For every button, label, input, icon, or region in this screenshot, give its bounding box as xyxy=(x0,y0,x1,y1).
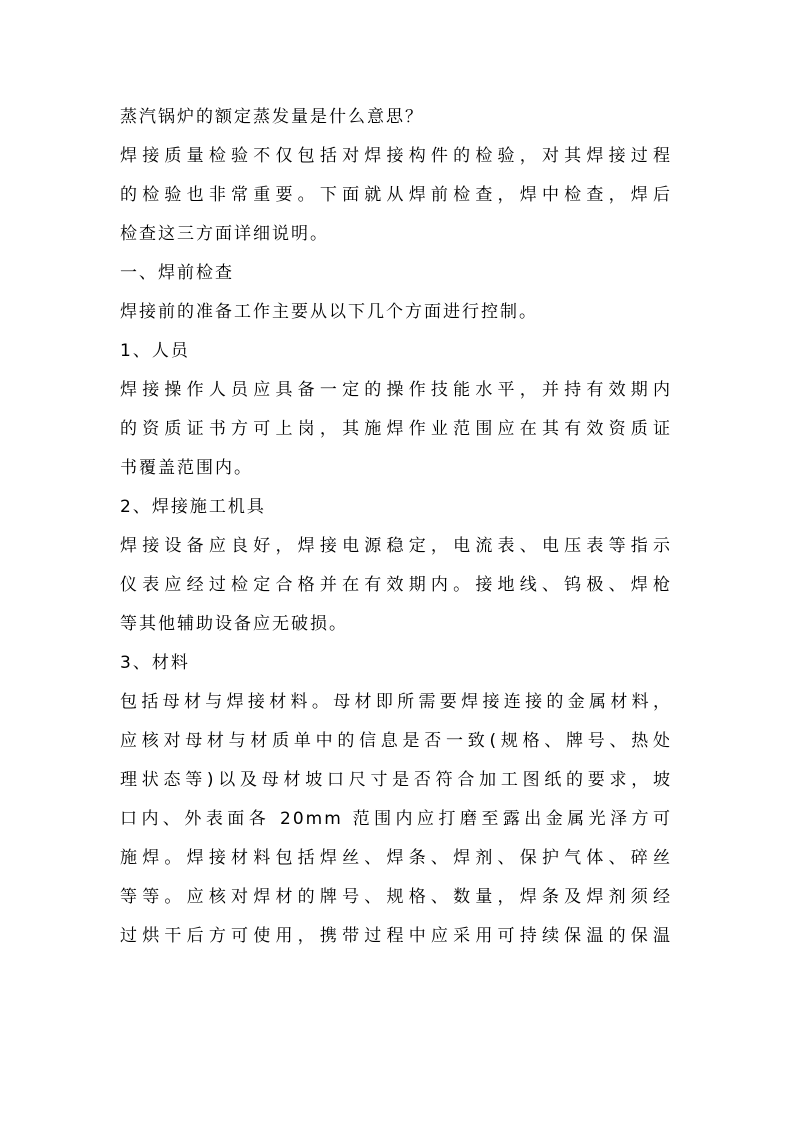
paragraph-line: 焊接质量检验不仅包括对焊接构件的检验，对其焊接过程 xyxy=(120,146,672,166)
paragraph-line: 理状态等)以及母材坡口尺寸是否符合加工图纸的要求，坡 xyxy=(120,770,672,790)
document-page xyxy=(120,98,672,956)
subsection-heading: 3、材料 xyxy=(120,653,190,673)
paragraph-line: 包括母材与焊接材料。母材即所需要焊接连接的金属材料， xyxy=(120,692,672,712)
paragraph-line: 焊接前的准备工作主要从以下几个方面进行控制。 xyxy=(120,302,538,322)
section-heading: 一、焊前检查 xyxy=(120,263,234,283)
paragraph-line: 的资质证书方可上岗，其施焊作业范围应在其有效资质证 xyxy=(120,419,672,439)
paragraph-line: 等其他辅助设备应无破损。 xyxy=(120,614,348,634)
paragraph-line: 焊接设备应良好，焊接电源稳定，电流表、电压表等指示 xyxy=(120,536,672,556)
document-title: 蒸汽锅炉的额定蒸发量是什么意思？ xyxy=(120,107,424,127)
paragraph-line: 口内、外表面各 20mm 范围内应打磨至露出金属光泽方可 xyxy=(120,809,672,829)
paragraph-line: 的检验也非常重要。下面就从焊前检查，焊中检查，焊后 xyxy=(120,185,672,205)
paragraph-line: 等等。应核对焊材的牌号、规格、数量，焊条及焊剂须经 xyxy=(120,887,672,907)
paragraph-line: 书覆盖范围内。 xyxy=(120,458,253,478)
paragraph-line: 施焊。焊接材料包括焊丝、焊条、焊剂、保护气体、碎丝 xyxy=(120,848,672,868)
paragraph-line: 应核对母材与材质单中的信息是否一致(规格、牌号、热处 xyxy=(120,731,672,751)
paragraph-line: 过烘干后方可使用，携带过程中应采用可持续保温的保温 xyxy=(120,926,672,946)
subsection-heading: 2、焊接施工机具 xyxy=(120,497,266,517)
paragraph-line: 检查这三方面详细说明。 xyxy=(120,224,329,244)
paragraph-line: 焊接操作人员应具备一定的操作技能水平，并持有效期内 xyxy=(120,380,672,400)
subsection-heading: 1、人员 xyxy=(120,341,190,361)
paragraph-line: 仪表应经过检定合格并在有效期内。接地线、钨极、焊枪 xyxy=(120,575,672,595)
